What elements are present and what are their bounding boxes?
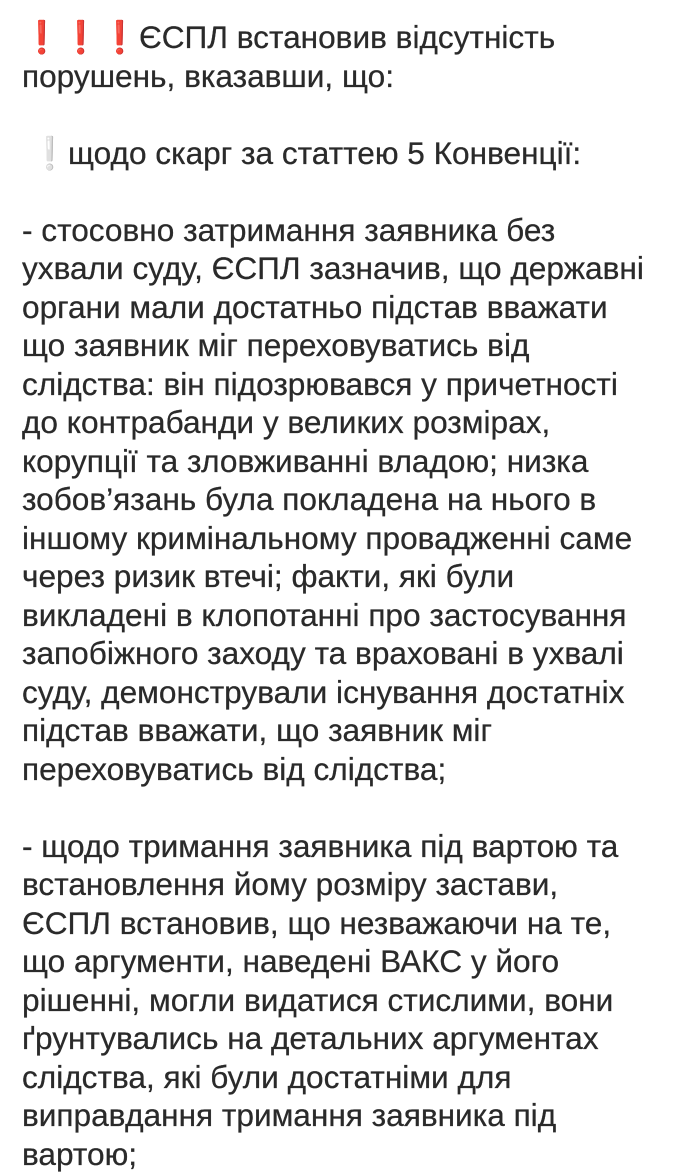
- red-exclamation-icon: ❗: [22, 18, 47, 57]
- paragraph-line: запобіжного заходу та враховані в ухвалі: [22, 634, 672, 673]
- paragraph-line: переховуватись від слідства;: [22, 750, 672, 789]
- white-exclamation-icon: ❕: [30, 134, 54, 173]
- paragraph-line: корупції та зловживанні владою; низка: [22, 442, 672, 481]
- paragraph-line: іншому кримінальному провадженні саме: [22, 519, 672, 558]
- paragraph-line: слідства, які були достатніми для: [22, 1058, 672, 1097]
- paragraph-detention-without-court: [22, 211, 672, 789]
- red-exclamation-icon: ❗: [61, 18, 86, 57]
- subheading-line: [22, 134, 672, 173]
- paragraph-line: ухвали суду, ЄСПЛ зазначив, що державні: [22, 249, 672, 288]
- subheading-text: щодо скарг за статтею 5 Конвенції:: [68, 135, 581, 171]
- paragraph-line: що заявник міг переховуватись від: [22, 326, 672, 365]
- paragraph-line: органи мали достатньо підстав вважати: [22, 288, 672, 327]
- paragraph-line: слідства: він підозрювався у причетності: [22, 365, 672, 404]
- paragraph-line: рішенні, могли видатися стислими, вони: [22, 981, 672, 1020]
- heading-line-1: [22, 18, 672, 57]
- heading-line-2: [22, 57, 672, 96]
- paragraph-line: встановлення йому розміру застави,: [22, 865, 672, 904]
- paragraph-line: викладені в клопотанні про застосування: [22, 596, 672, 635]
- heading-text-2: порушень, вказавши, що:: [22, 58, 394, 94]
- paragraph-line: через ризик втечі; факти, які були: [22, 557, 672, 596]
- paragraph-line: - стосовно затримання заявника без: [22, 211, 672, 250]
- blank-line: [22, 788, 672, 827]
- post-text: [22, 18, 672, 1173]
- paragraph-line: вартою;: [22, 1135, 672, 1173]
- paragraph-line: зобов’язань була покладена на нього в: [22, 480, 672, 519]
- paragraph-line: ґрунтувались на детальних аргументах: [22, 1019, 672, 1058]
- paragraph-line: - щодо тримання заявника під вартою та: [22, 827, 672, 866]
- paragraph-line: виправдання тримання заявника під: [22, 1096, 672, 1135]
- paragraph-line: підстав вважати, що заявник міг: [22, 711, 672, 750]
- heading-text-1: ЄСПЛ встановив відсутність: [139, 19, 555, 55]
- blank-line: [22, 95, 672, 134]
- paragraph-custody-and-bail: [22, 827, 672, 1173]
- paragraph-line: ЄСПЛ встановив, що незважаючи на те,: [22, 904, 672, 943]
- blank-line: [22, 172, 672, 211]
- paragraph-line: до контрабанди у великих розмірах,: [22, 403, 672, 442]
- red-exclamation-icon: ❗: [100, 18, 125, 57]
- paragraph-line: суду, демонстрували існування достатніх: [22, 673, 672, 712]
- paragraph-line: що аргументи, наведені ВАКС у його: [22, 942, 672, 981]
